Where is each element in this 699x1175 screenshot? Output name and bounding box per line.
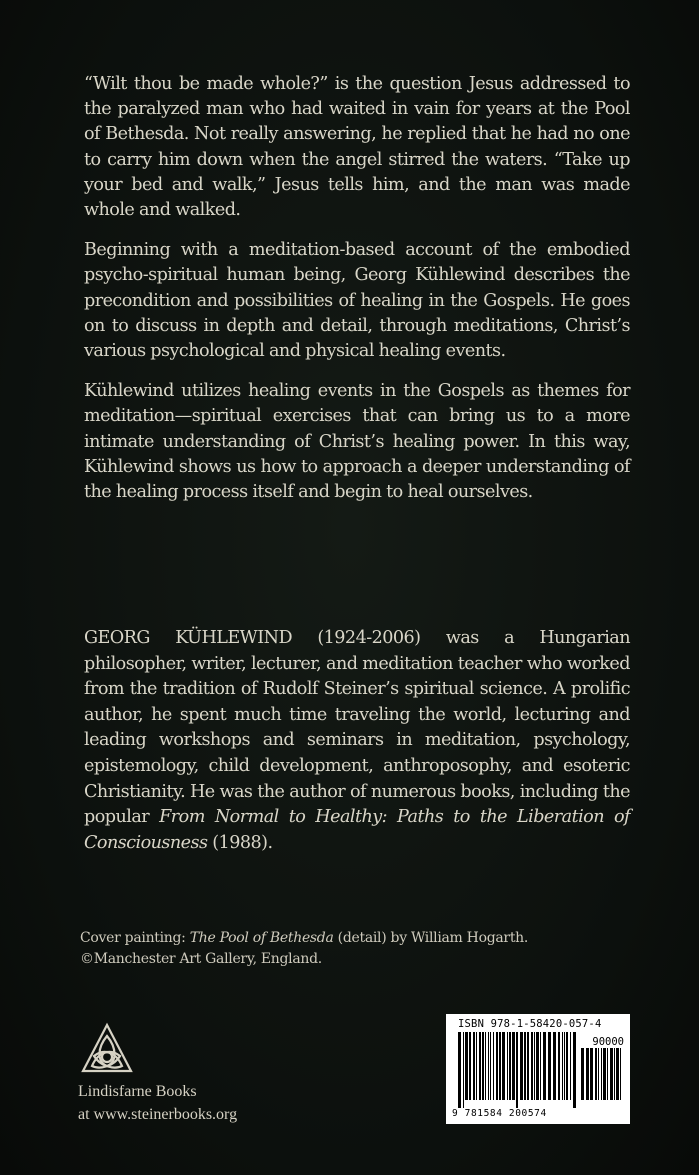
bio-tail: (1988). xyxy=(207,832,273,853)
credit-copyright: ©Manchester Art Gallery, England. xyxy=(80,951,322,967)
credit-prefix: Cover painting: xyxy=(80,930,190,946)
price-code: 90000 xyxy=(592,1036,624,1048)
isbn-number: ISBN 978-1-58420-057-4 xyxy=(458,1018,602,1030)
ean-digits: 9 781584 200574 xyxy=(452,1108,547,1119)
isbn-barcode xyxy=(446,1014,630,1124)
price-barcode-bars xyxy=(581,1048,623,1108)
bio-lead: GEORG KÜHLEWIND (1924-2006) was a Hungarian philosopher, writer, lecturer, and meditation teacher who worked from the tradition of Rudolf Steiner’s spiritual science. A prolific author, he spent much time traveling the world, lecturing and leading workshops and seminars in meditation, psychology, epistemology, child development, anthroposophy, and esoteric Christianity. He was the author of numerous books, including the popular xyxy=(84,628,630,828)
credit-painting-title: The Pool of Bethesda xyxy=(189,930,334,946)
blurb-paragraph-1: “Wilt thou be made whole?” is the question Jesus addressed to the paralyzed man who had waited in vain for years at the Pool of Bethesda. Not really answering, he replied that he had no one to carry him down when the angel stirred the waters. “Take up your bed and walk,” Jesus tells him, and the man was made whole and walked. xyxy=(84,74,630,221)
author-bio-text xyxy=(84,626,630,856)
description-blurb xyxy=(84,72,630,520)
bio-book-title: From Normal to Healthy: Paths to the Liberation of Consciousness xyxy=(84,807,630,853)
publisher-block xyxy=(78,1022,338,1126)
publisher-website: at www.steinerbooks.org xyxy=(78,1106,238,1123)
publisher-name: Lindisfarne Books xyxy=(78,1083,197,1100)
credit-suffix: (detail) by William Hogarth. xyxy=(333,930,529,946)
ean-barcode-bars xyxy=(458,1032,576,1108)
blurb-paragraph-2: Beginning with a meditation-based account of the embodied psycho-spiritual human being, Georg Kühlewind describes the precondition and possibilities of healing in the Gospels. He goes on to discuss in depth and detail, through meditations, Christ’s various psychological and physical healing events. xyxy=(84,240,630,362)
cover-credit-line xyxy=(80,928,600,949)
blurb-paragraph-3: Kühlewind utilizes healing events in the Gospels as themes for meditation—spiritual exercises that can bring us to a more intimate understanding of Christ’s healing power. In this way, Kühlewind shows us how to approach a deeper understanding of the healing process itself and begin to heal ourselves. xyxy=(84,381,630,503)
cover-credit xyxy=(80,928,600,970)
author-bio xyxy=(84,626,630,856)
triquetra-triangle-icon xyxy=(80,1022,134,1076)
